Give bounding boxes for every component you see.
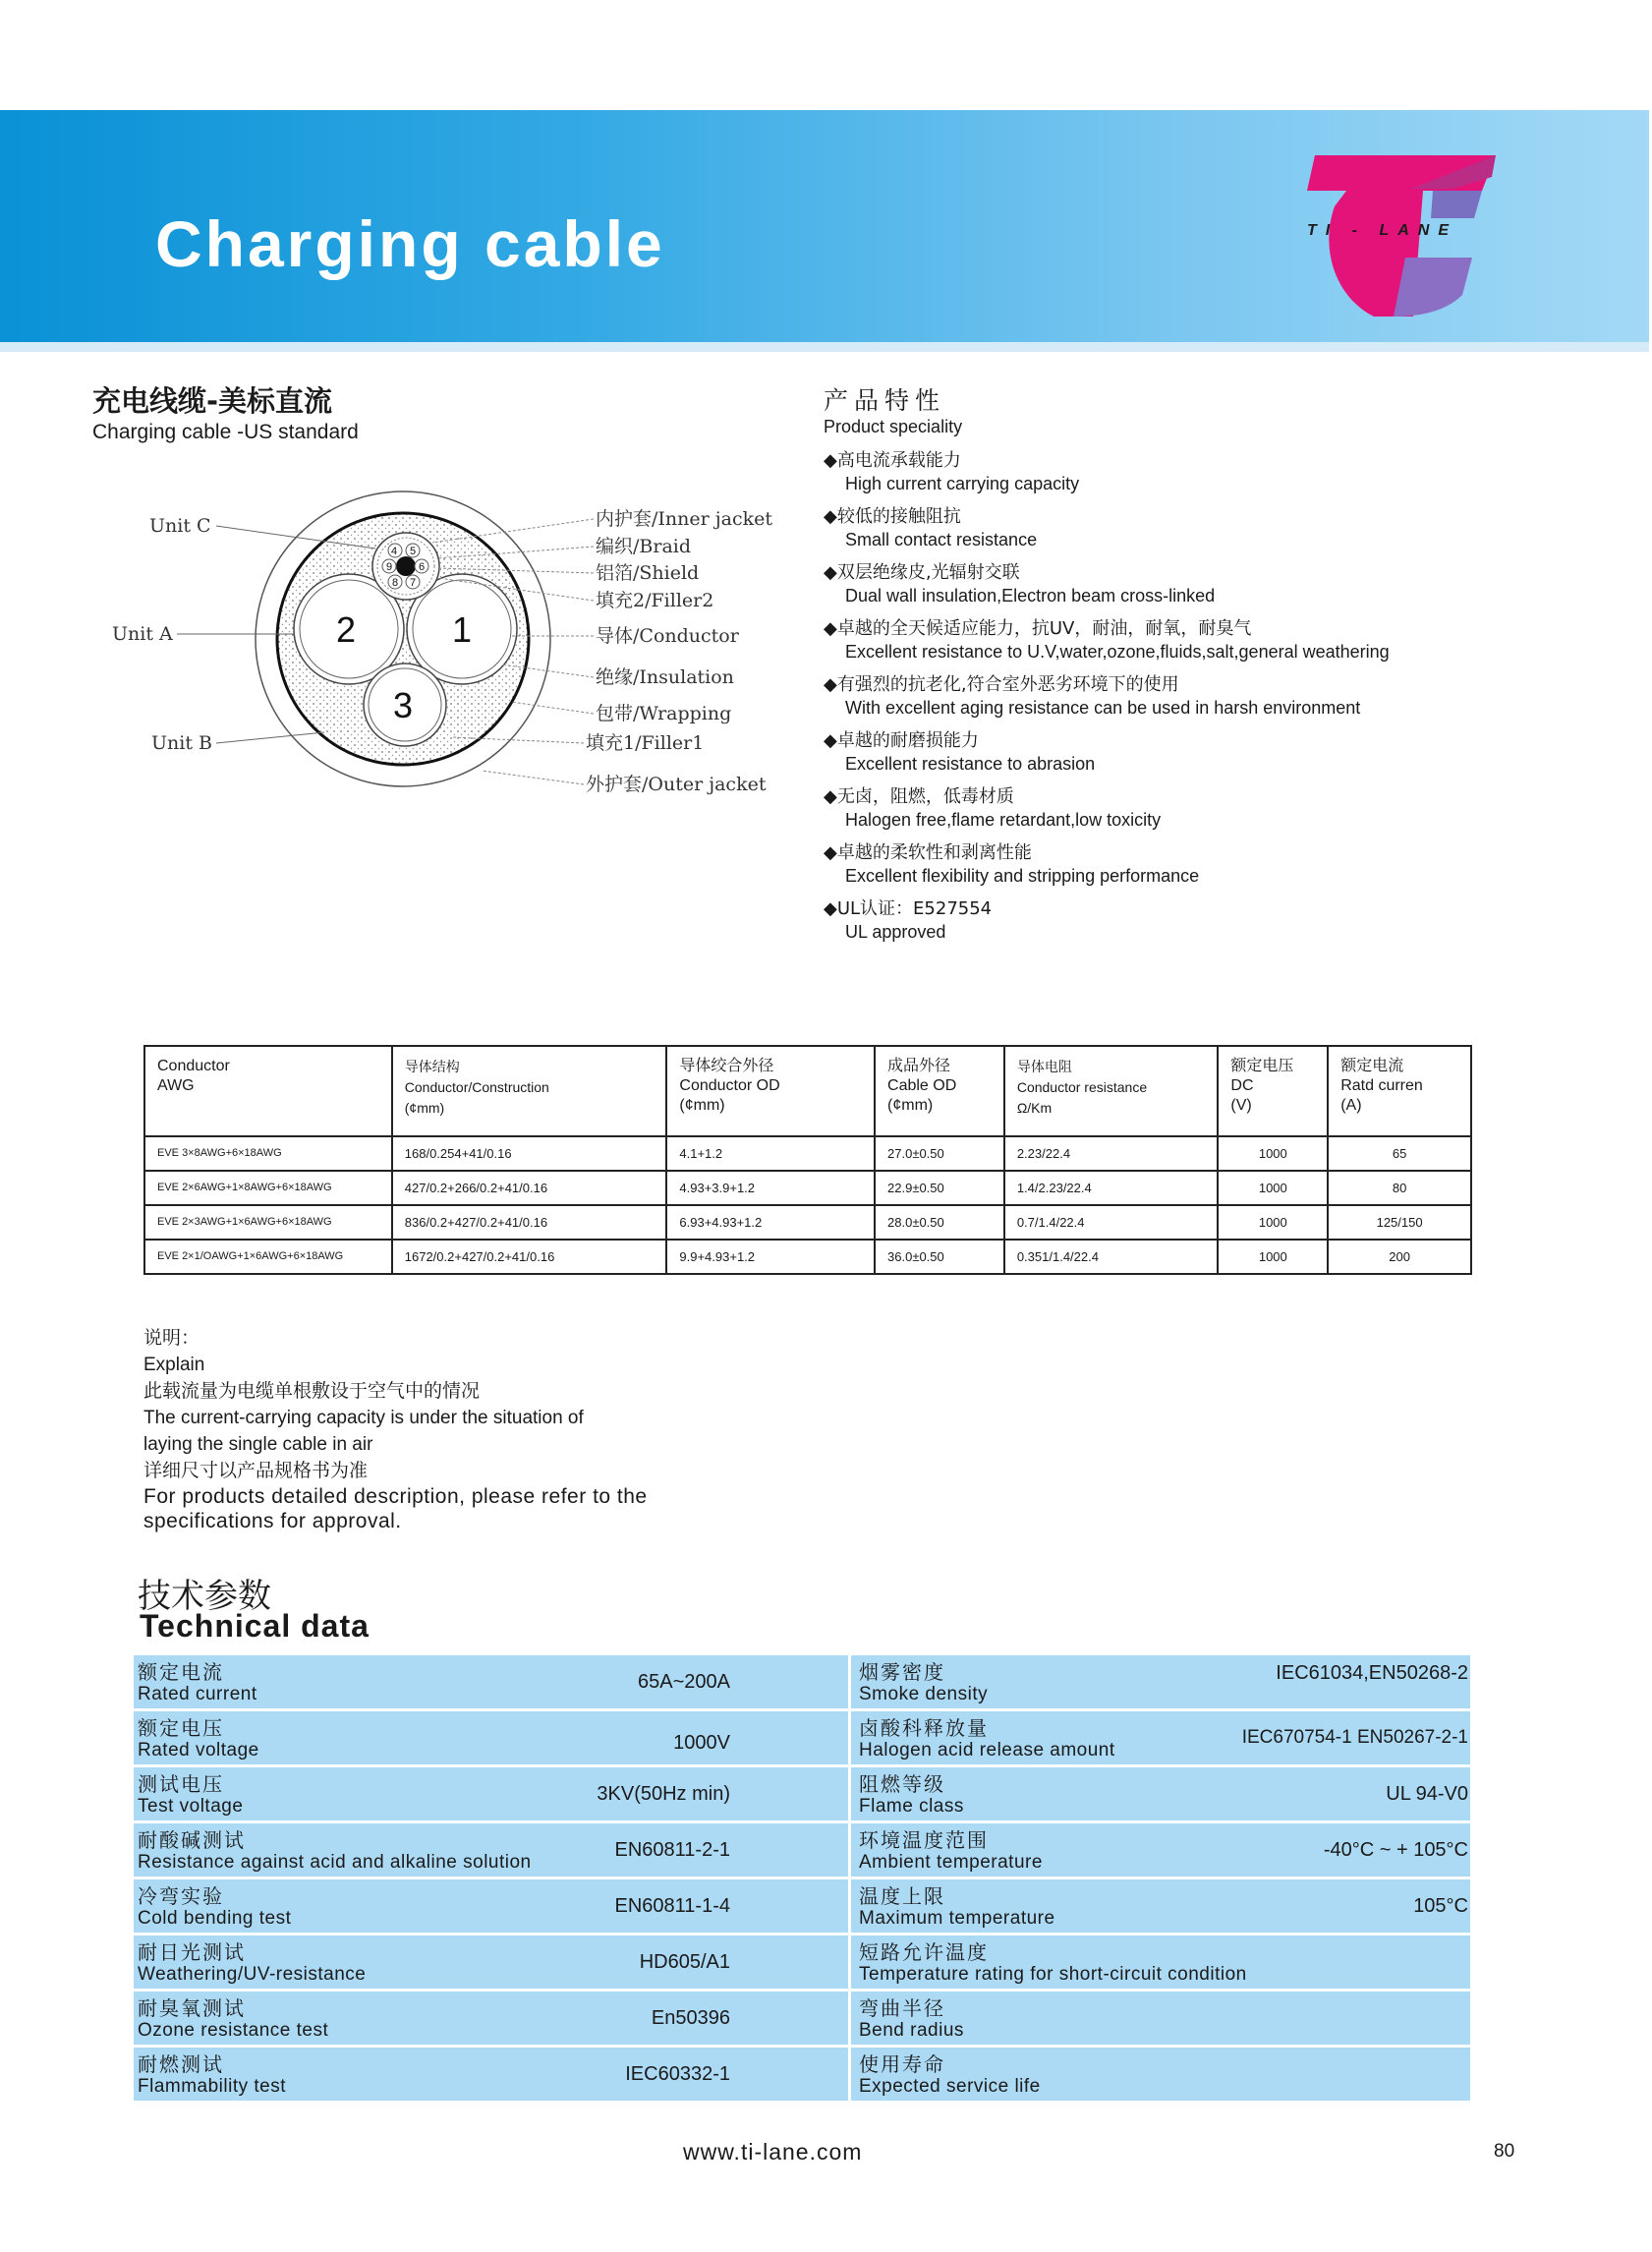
spec-item-en: Excellent flexibility and stripping performance	[845, 866, 1200, 886]
header-conductor-od: 导体绞合外径 Conductor OD (¢mm)	[666, 1046, 875, 1136]
table-row	[144, 1205, 1471, 1240]
product-title-cn: 充电线缆-美标直流	[92, 384, 333, 418]
tech-cell-left: 耐燃测试 Flammability test IEC60332-1	[134, 2048, 848, 2101]
mini-core-4: 4	[391, 546, 398, 557]
tech-cell-left: 耐臭氧测试 Ozone resistance test En50396	[134, 1992, 848, 2045]
cell-conductor-od: 4.1+1.2	[666, 1136, 875, 1171]
tech-row	[134, 1655, 1470, 1708]
technical-title-cn: 技术参数	[138, 1577, 271, 1616]
explain-line1-en-a: The current-carrying capacity is under the situation of	[143, 1408, 584, 1428]
cell-construction: 1672/0.2+427/0.2+41/0.16	[392, 1240, 667, 1274]
cell-awg: EVE 2×3AWG+1×6AWG+6×18AWG	[144, 1205, 392, 1240]
cell-conductor-od: 4.93+3.9+1.2	[666, 1171, 875, 1205]
table-header-row	[144, 1046, 1471, 1136]
tech-row	[134, 1992, 1470, 2045]
header-rated-voltage: 额定电压 DC (V)	[1218, 1046, 1328, 1136]
label-wrapping: 包带/Wrapping	[596, 703, 732, 724]
label-outer-jacket: 外护套/Outer jacket	[586, 774, 767, 795]
mini-core-6: 6	[419, 561, 426, 573]
spec-item-cn: ◆有强烈的抗老化,符合室外恶劣环境下的使用	[824, 674, 1179, 695]
explain-line2-cn: 详细尺寸以产品规格书为准	[143, 1460, 369, 1481]
cell-current: 80	[1328, 1171, 1471, 1205]
banner-underline	[0, 342, 1649, 352]
tech-cell-right: 弯曲半径 Bend radius	[851, 1992, 1470, 2045]
cell-awg: EVE 3×8AWG+6×18AWG	[144, 1136, 392, 1171]
tech-row	[134, 1935, 1470, 1989]
cell-voltage: 1000	[1218, 1136, 1328, 1171]
cell-resistance: 2.23/22.4	[1004, 1136, 1219, 1171]
core-number-2: 2	[336, 609, 357, 650]
spec-item-cn: ◆UL认证：E527554	[824, 898, 993, 919]
cell-voltage: 1000	[1218, 1240, 1328, 1274]
tech-cell-right: 阻燃等级 Flame class UL 94-V0	[851, 1767, 1470, 1820]
cell-construction: 427/0.2+266/0.2+41/0.16	[392, 1171, 667, 1205]
cell-construction: 836/0.2+427/0.2+41/0.16	[392, 1205, 667, 1240]
cell-conductor-od: 9.9+4.93+1.2	[666, 1240, 875, 1274]
header-cable-od: 成品外径 Cable OD (¢mm)	[875, 1046, 1004, 1136]
cell-awg: EVE 2×6AWG+1×8AWG+6×18AWG	[144, 1171, 392, 1205]
mini-core-5: 5	[410, 546, 417, 557]
spec-item-cn: ◆卓越的全天候适应能力，抗UV，耐油，耐氧，耐臭气	[824, 618, 1252, 639]
speciality-list	[824, 446, 1610, 951]
tech-cell-left: 耐酸碱测试 Resistance against acid and alkaline solution EN60811-2-1	[134, 1823, 848, 1877]
product-speciality	[824, 381, 1610, 951]
cell-resistance: 1.4/2.23/22.4	[1004, 1171, 1219, 1205]
spec-item-en: High current carrying capacity	[845, 474, 1080, 493]
spec-item-cn: ◆较低的接触阻抗	[824, 506, 961, 527]
cell-awg: EVE 2×1/OAWG+1×6AWG+6×18AWG	[144, 1240, 392, 1274]
spec-item-cn: ◆卓越的耐磨损能力	[824, 730, 979, 751]
spec-item-cn: ◆高电流承载能力	[824, 450, 961, 471]
tech-cell-right: 使用寿命 Expected service life	[851, 2048, 1470, 2101]
page-title: Charging cable	[155, 207, 665, 280]
spec-item-en: Excellent resistance to U.V,water,ozone,fluids,salt,general weathering	[845, 642, 1390, 662]
unit-b-label: Unit B	[151, 732, 212, 754]
mini-core-8: 8	[392, 577, 399, 589]
explain-line1-en-b: laying the single cable in air	[143, 1434, 373, 1455]
unit-c-label: Unit C	[149, 515, 211, 537]
spec-item-en: UL approved	[845, 922, 946, 942]
explain-line1-cn: 此载流量为电缆单根敷设于空气中的情况	[143, 1380, 481, 1402]
speciality-title-cn: 产品特性	[824, 386, 946, 415]
label-filler2: 填充2/Filler2	[596, 590, 714, 611]
tech-cell-left: 耐日光测试 Weathering/UV-resistance HD605/A1	[134, 1935, 848, 1989]
header-construction: 导体结构 Conductor/Construction (¢mm)	[392, 1046, 667, 1136]
tech-row	[134, 2048, 1470, 2101]
spec-item-en: Small contact resistance	[845, 530, 1038, 549]
tech-cell-right: 烟雾密度 Smoke density IEC61034,EN50268-2	[851, 1655, 1470, 1708]
cable-cross-section-diagram	[98, 482, 826, 806]
mini-core-7: 7	[410, 577, 417, 589]
cell-cable-od: 36.0±0.50	[875, 1240, 1004, 1274]
footer-url: www.ti-lane.com	[683, 2139, 863, 2165]
cell-construction: 168/0.254+41/0.16	[392, 1136, 667, 1171]
spec-item-cn: ◆无卤，阻燃，低毒材质	[824, 786, 1014, 807]
technical-title-en: Technical data	[140, 1608, 370, 1644]
product-title-en: Charging cable -US standard	[92, 421, 359, 443]
spec-item-en: Dual wall insulation,Electron beam cross-linked	[845, 586, 1216, 606]
label-filler1: 填充1/Filler1	[586, 732, 705, 754]
unit-a-label: Unit A	[112, 623, 173, 645]
table-row	[144, 1171, 1471, 1205]
cell-current: 125/150	[1328, 1205, 1471, 1240]
cell-voltage: 1000	[1218, 1171, 1328, 1205]
tech-cell-left: 测试电压 Test voltage 3KV(50Hz min)	[134, 1767, 848, 1820]
tech-cell-right: 环境温度范围 Ambient temperature -40°C ~ + 105°C	[851, 1823, 1470, 1877]
explain-title-cn: 说明：	[143, 1327, 200, 1349]
logo-text: TI - LANE	[1307, 222, 1457, 239]
cell-cable-od: 27.0±0.50	[875, 1136, 1004, 1171]
cell-voltage: 1000	[1218, 1205, 1328, 1240]
explain-section	[143, 1325, 648, 1533]
tech-row	[134, 1767, 1470, 1820]
label-insulation: 绝缘/Insulation	[596, 666, 734, 688]
label-conductor: 导体/Conductor	[596, 625, 739, 647]
table-row	[144, 1136, 1471, 1171]
tech-row	[134, 1879, 1470, 1933]
spec-item-cn: ◆卓越的柔软性和剥离性能	[824, 842, 1032, 863]
tech-row	[134, 1823, 1470, 1877]
cell-resistance: 0.7/1.4/22.4	[1004, 1205, 1219, 1240]
tech-cell-right: 温度上限 Maximum temperature 105°C	[851, 1879, 1470, 1933]
core-number-1: 1	[452, 609, 473, 650]
tech-row	[134, 1711, 1470, 1764]
mini-core-9: 9	[386, 561, 393, 573]
cell-cable-od: 22.9±0.50	[875, 1171, 1004, 1205]
label-braid: 编织/Braid	[596, 536, 692, 557]
page-number: 80	[1494, 2141, 1515, 2162]
spec-item-en: Excellent resistance to abrasion	[845, 754, 1096, 774]
spec-item-en: With excellent aging resistance can be used in harsh environment	[845, 698, 1361, 718]
cell-current: 200	[1328, 1240, 1471, 1274]
conductor-spec-table	[143, 1045, 1472, 1275]
label-shield: 铝箔/Shield	[596, 562, 700, 584]
tech-cell-left: 冷弯实验 Cold bending test EN60811-1-4	[134, 1879, 848, 1933]
technical-data-table	[134, 1655, 1470, 2104]
cell-current: 65	[1328, 1136, 1471, 1171]
spec-item-cn: ◆双层绝缘皮,光辐射交联	[824, 562, 1020, 583]
cell-resistance: 0.351/1.4/22.4	[1004, 1240, 1219, 1274]
explain-line2-en-a: For products detailed description, please refer to the	[143, 1485, 648, 1508]
tech-cell-right: 短路允许温度 Temperature rating for short-circuit condition	[851, 1935, 1470, 1989]
header-rated-current: 额定电流 Ratd curren (A)	[1328, 1046, 1471, 1136]
tech-cell-left: 额定电压 Rated voltage 1000V	[134, 1711, 848, 1764]
speciality-title-en: Product speciality	[824, 417, 963, 436]
tech-cell-left: 额定电流 Rated current 65A~200A	[134, 1655, 848, 1708]
label-inner-jacket: 内护套/Inner jacket	[596, 508, 772, 530]
explain-line2-en-b: specifications for approval.	[143, 1510, 402, 1532]
header-conductor-awg: Conductor AWG	[144, 1046, 392, 1136]
explain-title-en: Explain	[143, 1355, 205, 1375]
core-number-3: 3	[393, 685, 414, 725]
tech-cell-right: 卤酸科释放量 Halogen acid release amount IEC670754-1 EN50267-2-1	[851, 1711, 1470, 1764]
header-resistance: 导体电阻 Conductor resistance Ω/Km	[1004, 1046, 1219, 1136]
cell-conductor-od: 6.93+4.93+1.2	[666, 1205, 875, 1240]
cell-cable-od: 28.0±0.50	[875, 1205, 1004, 1240]
spec-item-en: Halogen free,flame retardant,low toxicity	[845, 810, 1162, 830]
table-row	[144, 1240, 1471, 1274]
